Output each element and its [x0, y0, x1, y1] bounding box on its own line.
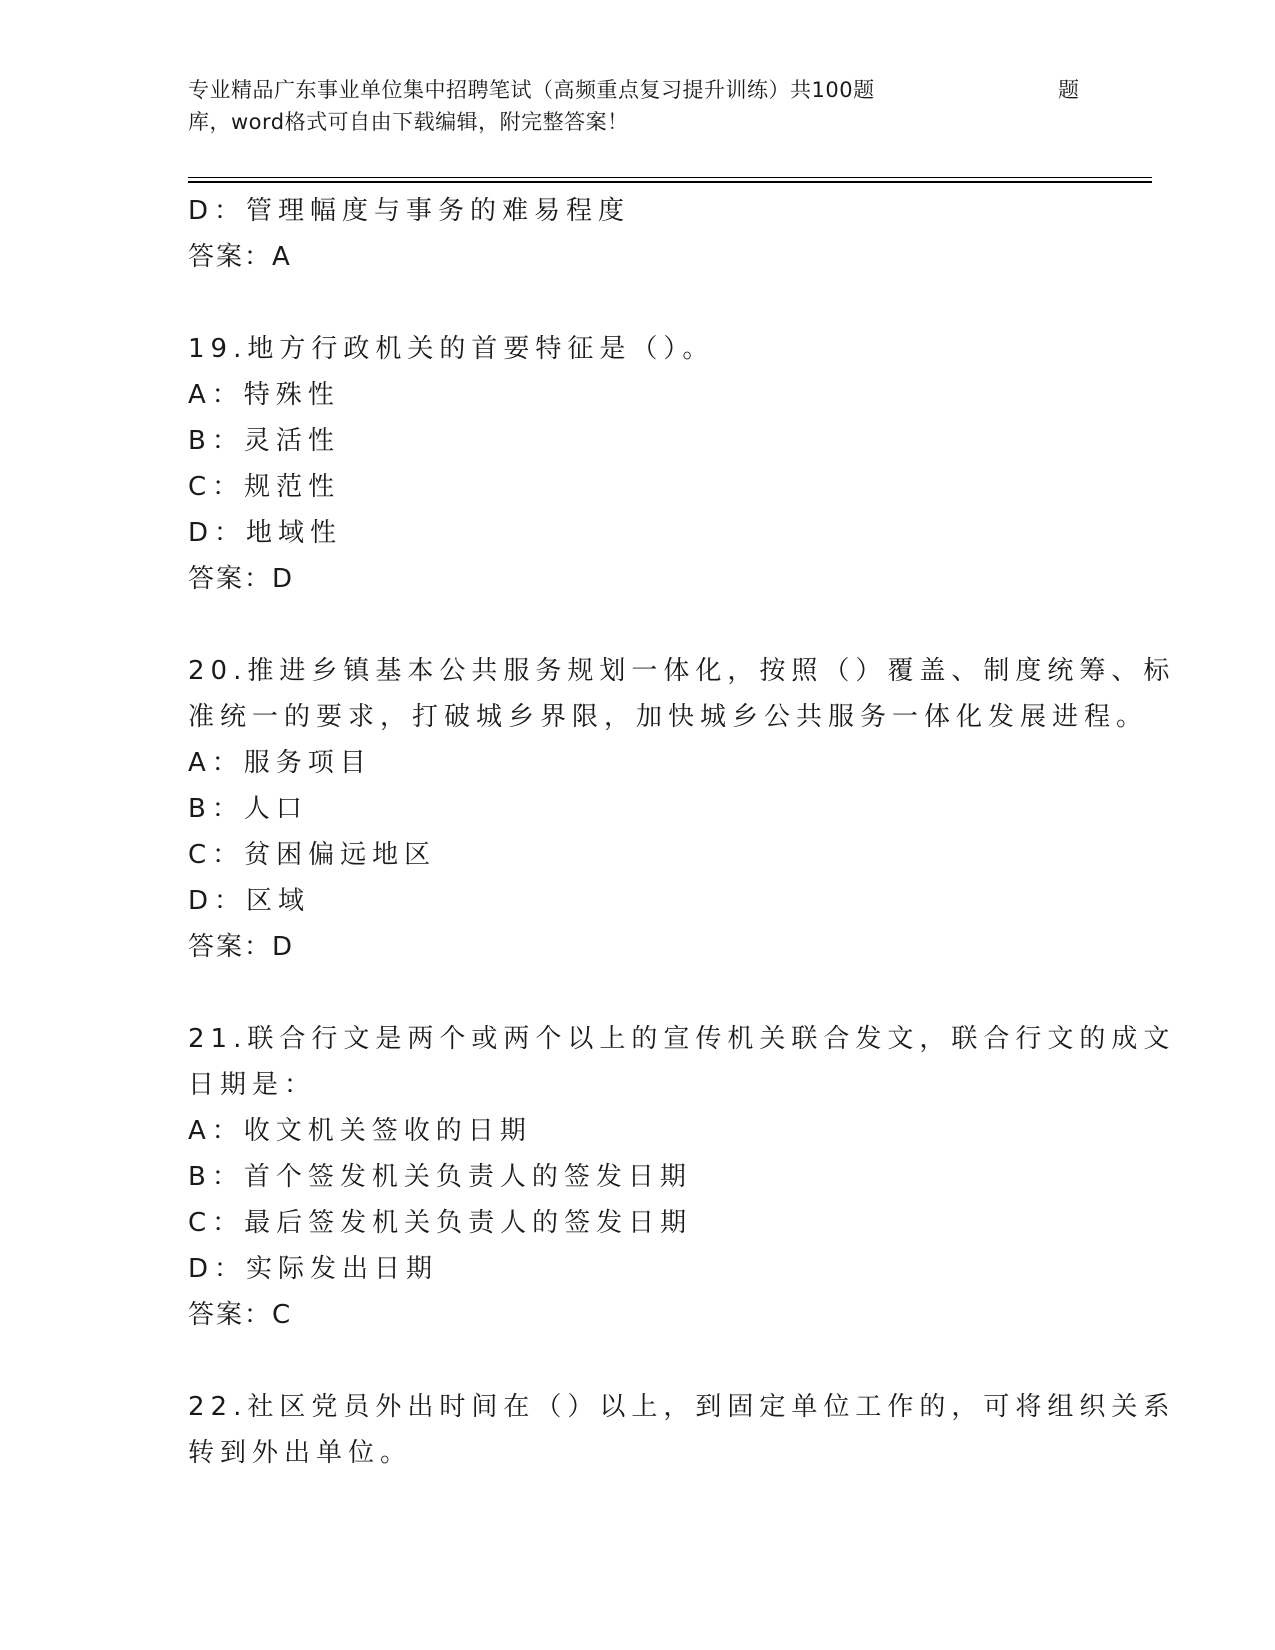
spacer	[188, 280, 1088, 326]
q20-answer: 答案：D	[188, 932, 295, 962]
q20-option-c: C：贫困偏远地区	[188, 840, 437, 870]
q19-option-c: C：规范性	[188, 472, 341, 502]
document-body	[188, 188, 1176, 1476]
q20-option-b: B：人口	[188, 794, 308, 824]
q20-stem-line-1: 20.推进乡镇基本公共服务规划一体化，按照（）覆盖、制度统筹、标	[188, 656, 1176, 686]
q22-stem-line-1: 22.社区党员外出时间在（）以上，到固定单位工作的，可将组织关系	[188, 1392, 1176, 1422]
q19-option-b: B：灵活性	[188, 426, 340, 456]
q18-answer: 答案：A	[188, 242, 292, 272]
header-rule-thick	[188, 181, 1152, 183]
q21-option-d: D：实际发出日期	[188, 1254, 439, 1284]
q20-stem-line-2: 准统一的要求，打破城乡界限，加快城乡公共服务一体化发展进程。	[188, 702, 1149, 732]
q19-stem: 19.地方行政机关的首要特征是（）。	[188, 334, 715, 364]
header-title-text: 专业精品广东事业单位集中招聘笔试（高频重点复习提升训练）共100题	[188, 78, 875, 102]
q21-stem-line-1: 21.联合行文是两个或两个以上的宣传机关联合发文，联合行文的成文	[188, 1024, 1176, 1054]
q22-stem-line-2: 转到外出单位。	[188, 1438, 413, 1468]
spacer	[188, 602, 1088, 648]
header-title-tail: 题	[1058, 78, 1080, 102]
q19-option-a: A：特殊性	[188, 380, 340, 410]
q21-option-c: C：最后签发机关负责人的签发日期	[188, 1208, 693, 1238]
spacer	[188, 1338, 1088, 1384]
q20-option-d: D：区域	[188, 886, 311, 916]
q21-answer: 答案：C	[188, 1300, 293, 1330]
header-rule-thin	[188, 177, 1152, 178]
q19-answer: 答案：D	[188, 564, 295, 594]
document-header	[188, 74, 1088, 138]
q21-option-a: A：收文机关签收的日期	[188, 1116, 532, 1146]
header-line-2: 库，word格式可自由下载编辑，附完整答案！	[188, 110, 629, 134]
header-line-1	[188, 74, 1088, 106]
q21-option-b: B：首个签发机关负责人的签发日期	[188, 1162, 692, 1192]
q21-stem-line-2: 日期是：	[188, 1070, 317, 1100]
q20-option-a: A：服务项目	[188, 748, 372, 778]
q18-option-d: D：管理幅度与事务的难易程度	[188, 196, 631, 226]
q19-option-d: D：地域性	[188, 518, 343, 548]
spacer	[188, 970, 1088, 1016]
